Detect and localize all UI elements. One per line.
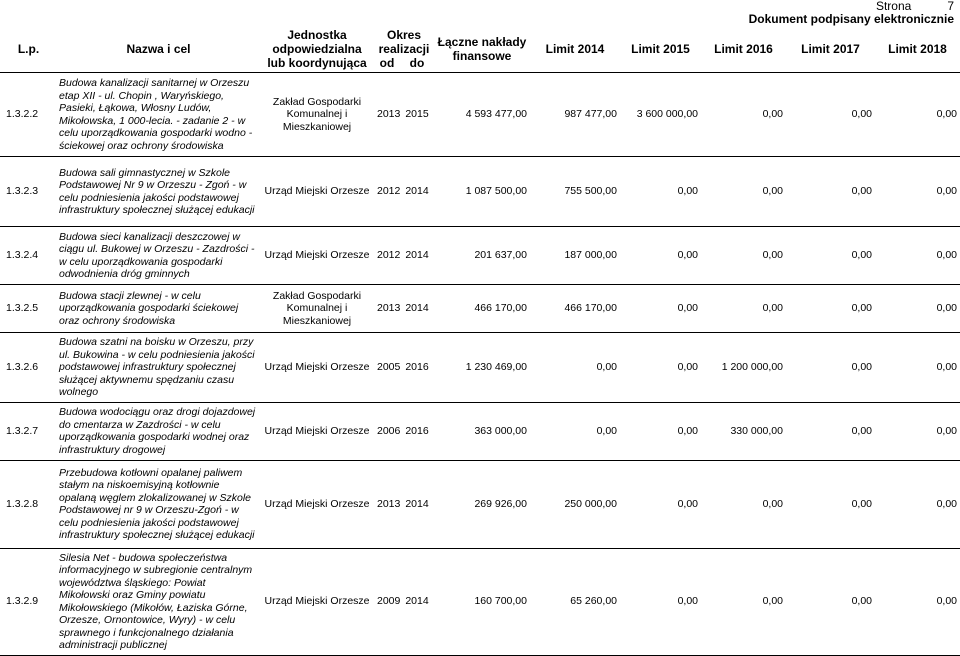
cell-lp: 1.3.2.2 xyxy=(0,73,57,157)
cell-limit: 0,00 xyxy=(701,285,786,333)
col-name-header: Nazwa i cel xyxy=(57,26,260,73)
cell-lp: 1.3.2.6 xyxy=(0,333,57,403)
cell-to: 2014 xyxy=(400,285,434,333)
cell-limit: 0,00 xyxy=(701,157,786,227)
cell-to: 2016 xyxy=(400,402,434,460)
cell-limit: 0,00 xyxy=(701,548,786,655)
cell-total: 269 926,00 xyxy=(434,460,530,548)
cell-limit: 0,00 xyxy=(786,227,875,285)
cell-limit: 755 500,00 xyxy=(530,157,620,227)
cell-name: Budowa stacji zlewnej - w celu uporządkowania gospodarki ściekowej oraz ochrony środowiska xyxy=(57,285,260,333)
cell-total: 4 593 477,00 xyxy=(434,73,530,157)
cell-total: 1 087 500,00 xyxy=(434,157,530,227)
cell-lp: 1.3.2.5 xyxy=(0,285,57,333)
cell-limit: 0,00 xyxy=(875,402,960,460)
cell-total: 466 170,00 xyxy=(434,285,530,333)
cell-limit: 0,00 xyxy=(786,285,875,333)
table-row xyxy=(0,157,960,227)
cell-total: 160 700,00 xyxy=(434,548,530,655)
cell-name: Budowa wodociągu oraz drogi dojazdowej do cmentarza w Zazdrości - w celu uporządkowania gospodarki wodnej oraz infrastruktury drogowej xyxy=(57,402,260,460)
cell-name: Budowa sali gimnastycznej w Szkole Podstawowej Nr 9 w Orzeszu - Zgoń - w celu podniesienia jakości podstawowej infrastruktury społecznej służącej edukacji xyxy=(57,157,260,227)
cell-from: 2013 xyxy=(374,73,400,157)
cell-limit: 0,00 xyxy=(786,333,875,403)
investment-table xyxy=(0,26,960,656)
cell-from: 2012 xyxy=(374,157,400,227)
col-limit-header: Limit 2014 xyxy=(530,26,620,73)
col-limit-header: Limit 2015 xyxy=(620,26,701,73)
cell-lp: 1.3.2.9 xyxy=(0,548,57,655)
cell-unit: Urząd Miejski Orzesze xyxy=(260,402,374,460)
col-unit-header: Jednostka odpowiedzialna lub koordynująca xyxy=(260,26,374,73)
table-row xyxy=(0,460,960,548)
table-row xyxy=(0,333,960,403)
col-to-header: do xyxy=(400,56,434,73)
col-limit-header: Limit 2018 xyxy=(875,26,960,73)
cell-name: Silesia Net - budowa społeczeństwa informacyjnego w subregionie centralnym województwa śląskiego: Powiat Mikołowski oraz Gminy powiatu Mikołowskiego (Mikołów, Łaziska Górne, Orzesze, Ornontowice, Wyry) - w celu sprawnego i funkcjonalnego działania administracji publicznej xyxy=(57,548,260,655)
page-header-info xyxy=(749,0,954,26)
cell-limit: 0,00 xyxy=(875,285,960,333)
cell-unit: Urząd Miejski Orzesze xyxy=(260,157,374,227)
cell-unit: Zakład Gospodarki Komunalnej i Mieszkaniowej xyxy=(260,73,374,157)
col-lp-header: L.p. xyxy=(0,26,57,73)
table-header xyxy=(0,26,960,73)
cell-limit: 1 200 000,00 xyxy=(701,333,786,403)
cell-from: 2012 xyxy=(374,227,400,285)
cell-to: 2014 xyxy=(400,157,434,227)
table-row xyxy=(0,73,960,157)
cell-limit: 250 000,00 xyxy=(530,460,620,548)
table-row xyxy=(0,402,960,460)
cell-lp: 1.3.2.3 xyxy=(0,157,57,227)
cell-from: 2006 xyxy=(374,402,400,460)
cell-from: 2009 xyxy=(374,548,400,655)
cell-limit: 0,00 xyxy=(530,333,620,403)
cell-to: 2014 xyxy=(400,460,434,548)
cell-limit: 0,00 xyxy=(786,460,875,548)
cell-unit: Urząd Miejski Orzesze xyxy=(260,227,374,285)
col-from-header: od xyxy=(374,56,400,73)
cell-limit: 0,00 xyxy=(701,460,786,548)
cell-unit: Urząd Miejski Orzesze xyxy=(260,460,374,548)
cell-limit: 0,00 xyxy=(786,402,875,460)
cell-limit: 65 260,00 xyxy=(530,548,620,655)
cell-to: 2014 xyxy=(400,227,434,285)
cell-limit: 0,00 xyxy=(620,227,701,285)
cell-to: 2014 xyxy=(400,548,434,655)
cell-limit: 0,00 xyxy=(620,460,701,548)
signature-note: Dokument podpisany elektronicznie xyxy=(748,12,954,26)
col-limit-header: Limit 2016 xyxy=(701,26,786,73)
page-number: 7 xyxy=(947,0,954,13)
cell-limit: 0,00 xyxy=(620,285,701,333)
cell-lp: 1.3.2.7 xyxy=(0,402,57,460)
page-label: Strona xyxy=(875,0,912,13)
table-row xyxy=(0,227,960,285)
cell-limit: 0,00 xyxy=(530,402,620,460)
cell-limit: 0,00 xyxy=(701,73,786,157)
cell-limit: 987 477,00 xyxy=(530,73,620,157)
cell-limit: 0,00 xyxy=(701,227,786,285)
cell-limit: 0,00 xyxy=(875,73,960,157)
table-row xyxy=(0,548,960,655)
cell-from: 2013 xyxy=(374,460,400,548)
cell-name: Budowa szatni na boisku w Orzeszu, przy ul. Bukowina - w celu podniesienia jakości podstawowej infrastruktury społecznej służącej aktywnemu spędzaniu czasu wolnego xyxy=(57,333,260,403)
cell-limit: 0,00 xyxy=(875,548,960,655)
cell-limit: 0,00 xyxy=(620,548,701,655)
table-row xyxy=(0,285,960,333)
cell-unit: Urząd Miejski Orzesze xyxy=(260,548,374,655)
cell-limit: 0,00 xyxy=(875,460,960,548)
cell-limit: 0,00 xyxy=(875,157,960,227)
cell-limit: 0,00 xyxy=(786,73,875,157)
cell-limit: 330 000,00 xyxy=(701,402,786,460)
cell-name: Przebudowa kotłowni opalanej paliwem stałym na niskoemisyjną kotłownie opalaną węglem zlokalizowanej w Szkole Podstawowej nr 9 w Orzeszu-Zgoń - w celu podniesienia jakości podstawowej infrastruktury społecznej służącej edukacji xyxy=(57,460,260,548)
cell-from: 2005 xyxy=(374,333,400,403)
cell-limit: 3 600 000,00 xyxy=(620,73,701,157)
col-limit-header: Limit 2017 xyxy=(786,26,875,73)
col-period-header: Okres realizacji xyxy=(378,28,430,56)
cell-limit: 0,00 xyxy=(786,548,875,655)
cell-limit: 0,00 xyxy=(875,333,960,403)
cell-to: 2015 xyxy=(400,73,434,157)
cell-to: 2016 xyxy=(400,333,434,403)
cell-name: Budowa sieci kanalizacji deszczowej w ciągu ul. Bukowej w Orzeszu - Zazdrości - w celu uporządkowania gospodarki odwodnienia dróg gminnych xyxy=(57,227,260,285)
cell-total: 201 637,00 xyxy=(434,227,530,285)
cell-name: Budowa kanalizacji sanitarnej w Orzeszu etap XII - ul. Chopin , Waryńskiego, Pasieki, Łąkowa, Włosny Ludów, Mikołowska, 1 000-lecia. - zadanie 2 - w celu uporządkowania gospodarki wodno - ściekowej oraz ochrony środowiska xyxy=(57,73,260,157)
cell-limit: 0,00 xyxy=(620,157,701,227)
cell-total: 363 000,00 xyxy=(434,402,530,460)
cell-unit: Urząd Miejski Orzesze xyxy=(260,333,374,403)
cell-limit: 0,00 xyxy=(620,333,701,403)
cell-total: 1 230 469,00 xyxy=(434,333,530,403)
cell-unit: Zakład Gospodarki Komunalnej i Mieszkaniowej xyxy=(260,285,374,333)
cell-limit: 0,00 xyxy=(875,227,960,285)
cell-limit: 0,00 xyxy=(786,157,875,227)
cell-lp: 1.3.2.4 xyxy=(0,227,57,285)
table-body xyxy=(0,73,960,656)
cell-lp: 1.3.2.8 xyxy=(0,460,57,548)
cell-limit: 466 170,00 xyxy=(530,285,620,333)
col-total-header: Łączne nakłady finansowe xyxy=(434,26,530,73)
cell-from: 2013 xyxy=(374,285,400,333)
cell-limit: 0,00 xyxy=(620,402,701,460)
cell-limit: 187 000,00 xyxy=(530,227,620,285)
